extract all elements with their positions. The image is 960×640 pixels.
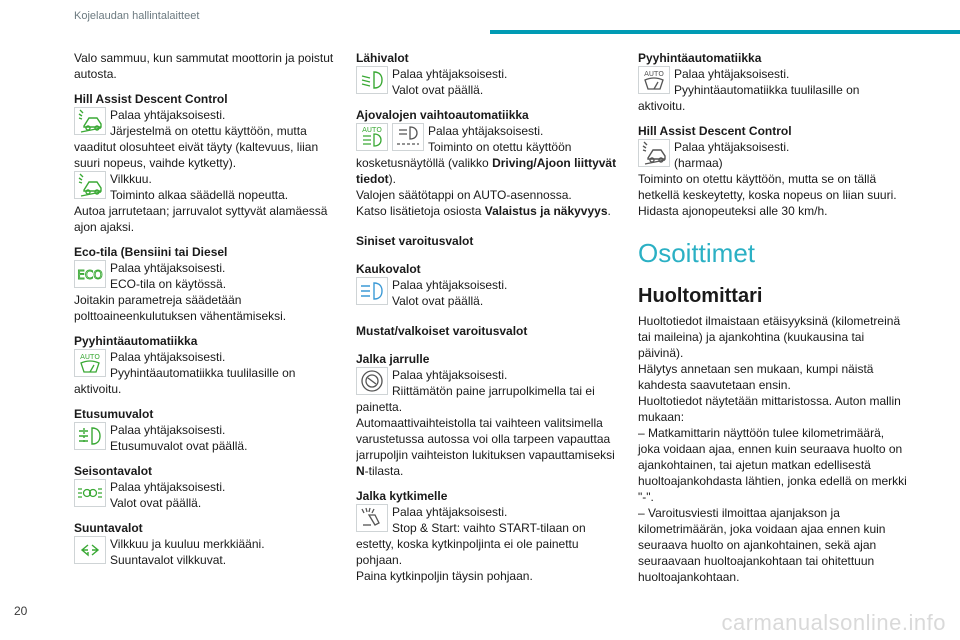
service-para-1: Huoltotiedot ilmaistaan etäisyyksinä (kilometreinä tai maileina) ja ajankohtina (kuukausina tai päivinä). [638, 314, 901, 360]
service-para-5: – Varoitusviesti ilmoittaa ajanjakson ja kilometrimäärän, joka voidaan ajaa ennen kuin seuraava huolto on ajankohtainen, sekä ajan seuraavaan huoltoajankohtaan tai ohitettuun huoltoajankohtaan. [638, 506, 886, 584]
brake-line1: Palaa yhtäjaksoisesti. [392, 368, 508, 382]
bw-warnings-heading: Mustat/valkoiset varoitusvalot [356, 324, 528, 338]
intro-text: Valo sammuu, kun sammutat moottorin ja poistut autosta. [74, 51, 334, 81]
auto-high-beam-icon [356, 123, 388, 151]
wiper-line1: Palaa yhtäjaksoisesti. [110, 350, 226, 364]
foot-on-brake-icon [356, 367, 388, 395]
hill-assist-grey-heading: Hill Assist Descent Control [638, 124, 792, 138]
auto-headlamp-heading: Ajovalojen vaihtoautomatiikka [356, 108, 529, 122]
auto-wiper-grey-icon [638, 66, 670, 94]
low-beam-icon [356, 66, 388, 94]
brake-line2: Riittämätön paine jarrupolkimella tai ei painetta. [356, 384, 595, 414]
hill-assist-entry-1 [74, 107, 344, 171]
column-1 [74, 50, 344, 568]
eco-line3: Joitakin parametreja säädetään polttoaineenkulutuksen vähentämiseksi. [74, 293, 287, 323]
turn-signals-heading: Suuntavalot [74, 521, 143, 535]
auto-line2-a: Toiminto on otettu käyttöön kosketusnäytöllä (valikko [356, 140, 572, 170]
auto-headlamp-entry [356, 123, 626, 219]
service-para-3: Huoltotiedot näytetään mittaristossa. Auton mallin mukaan: [638, 394, 901, 424]
wiper-entry [74, 349, 344, 397]
clutch-line3: Paina kytkinpoljin täysin pohjaan. [356, 569, 533, 583]
turn-signal-arrows-icon [74, 536, 106, 564]
hill-assist-flashing-icon [74, 171, 106, 199]
clutch-pedal-entry [356, 504, 626, 584]
column-2 [356, 50, 626, 584]
high-beam-line2: Valot ovat päällä. [392, 294, 484, 308]
high-beam-heading: Kaukovalot [356, 262, 421, 276]
service-para-2: Hälytys annetaan sen mukaan, kumpi näistä kahdesta saavutetaan ensin. [638, 362, 874, 392]
header-section-title: Kojelaudan hallintalaitteet [74, 10, 200, 22]
auto-line2-slash: / [533, 156, 537, 170]
front-fog-line1: Palaa yhtäjaksoisesti. [110, 423, 226, 437]
brake-line3 [356, 415, 626, 479]
hill-grey-line3: Toiminto on otettu käyttöön, mutta se on tällä hetkellä keskeytetty, koska nopeus on liian suuri. Hidasta ajonopeuteksi alle 30 km/h. [638, 172, 897, 218]
auto-line4-end: . [607, 204, 611, 218]
parking-lights-heading: Seisontavalot [74, 464, 153, 478]
eco-heading: Eco-tila (Bensiini tai Diesel [74, 245, 228, 259]
wiper2-heading: Pyyhintäautomatiikka [638, 51, 762, 65]
page-number: 20 [14, 604, 28, 618]
service-para-4: – Matkamittarin näyttöön tulee kilometrimäärä, joka voidaan ajaa, ennen kuin seuraava huolto on ajankohtainen, tai ajetun matkan edellisestä huoltoajankohdasta lähtien, jonka edellä on merkki "-". [638, 426, 907, 504]
eco-line2: ECO-tila on käytössä. [110, 277, 227, 291]
auto-line2-menu: Driving [492, 156, 534, 170]
auto-line2-submenu: Ajoon liittyvät tiedot [356, 156, 617, 186]
wiper2-line2: Pyyhintäautomatiikka tuulilasille on aktivoitu. [638, 83, 860, 113]
header-accent-bar [490, 30, 960, 34]
hill-assist-green-icon [74, 107, 106, 135]
svg-text:ECO: ECO [77, 268, 103, 282]
auto-line1: Palaa yhtäjaksoisesti. [428, 124, 544, 138]
high-beam-icon [356, 277, 388, 305]
hill2-line3: Autoa jarrutetaan; jarruvalot syttyvät alamäessä ajon ajaksi. [74, 204, 328, 234]
brake-line3-end: -tilasta. [364, 464, 404, 478]
auto-wiper-icon [74, 349, 106, 377]
hill-assist-entry-2 [74, 171, 344, 235]
auto-line4 [356, 203, 626, 219]
hill1-line1: Palaa yhtäjaksoisesti. [110, 108, 226, 122]
high-beam-line1: Palaa yhtäjaksoisesti. [392, 278, 508, 292]
high-beam-entry [356, 277, 626, 309]
foot-on-clutch-icon [356, 504, 388, 532]
brake-pedal-entry [356, 367, 626, 479]
hill1-line2: Järjestelmä on otettu käyttöön, mutta vaaditut olosuhteet eivät täyty (kaltevuus, liian suuri nopeus, vaihde kytketty). [74, 124, 319, 170]
indicators-heading: Osoittimet [638, 238, 756, 268]
eco-line1: Palaa yhtäjaksoisesti. [110, 261, 226, 275]
low-beam-heading: Lähivalot [356, 51, 409, 65]
parking-line2: Valot ovat päällä. [110, 496, 202, 510]
eco-entry [74, 260, 344, 324]
front-fog-line2: Etusumuvalot ovat päällä. [110, 439, 248, 453]
wiper2-entry [638, 66, 908, 114]
auto-line3: Valojen säätötappi on AUTO-asennossa. [356, 188, 572, 202]
brake-line3-n: N [356, 464, 365, 478]
turn-line2: Suuntavalot vilkkuvat. [110, 553, 227, 567]
brake-line3-a: Automaattivaihteistolla tai vaihteen valitsimella varustetussa autossa voi olla tarpeen vapauttaa jarrupoljin vaihteiston lukituksen vapauttamiseksi [356, 416, 615, 462]
hill-assist-grey-entry [638, 139, 908, 219]
low-beam-line1: Palaa yhtäjaksoisesti. [392, 67, 508, 81]
svg-text:AUTO: AUTO [80, 353, 100, 361]
auto-line4-ref: Valaistus ja näkyvyys [484, 204, 608, 218]
clutch-line1: Palaa yhtäjaksoisesti. [392, 505, 508, 519]
wiper-heading: Pyyhintäautomatiikka [74, 334, 198, 348]
hill2-line1: Vilkkuu. [110, 172, 152, 186]
turn-signals-entry [74, 536, 344, 568]
auto-low-beam-icon [392, 123, 424, 151]
hill-assist-grey-icon [638, 139, 670, 167]
low-beam-line2: Valot ovat päällä. [392, 83, 484, 97]
front-fog-entry [74, 422, 344, 454]
column-3 [638, 50, 908, 585]
turn-line1: Vilkkuu ja kuuluu merkkiääni. [110, 537, 265, 551]
hill-grey-line2: (harmaa) [674, 156, 723, 170]
auto-line4-a: Katso lisätietoja osiosta [356, 204, 485, 218]
hill2-line2: Toiminto alkaa säädellä nopeutta. [110, 188, 289, 202]
parking-line1: Palaa yhtäjaksoisesti. [110, 480, 226, 494]
blue-warnings-heading: Siniset varoitusvalot [356, 234, 474, 248]
brake-pedal-heading: Jalka jarrulle [356, 352, 430, 366]
clutch-line2: Stop & Start: vaihto START-tilaan on estetty, koska kytkinpoljinta ei ole painettu pohjaan. [356, 521, 586, 567]
front-fog-heading: Etusumuvalot [74, 407, 154, 421]
hill-assist-heading: Hill Assist Descent Control [74, 92, 228, 106]
front-fog-light-icon [74, 422, 106, 450]
clutch-pedal-heading: Jalka kytkimelle [356, 489, 448, 503]
watermark: carmanualsonline.info [721, 610, 946, 635]
service-indicator-heading: Huoltomittari [638, 285, 763, 307]
parking-lights-entry [74, 479, 344, 511]
eco-icon [74, 260, 106, 288]
svg-text:AUTO: AUTO [362, 126, 382, 134]
parking-lights-icon [74, 479, 106, 507]
hill-grey-line1: Palaa yhtäjaksoisesti. [674, 140, 790, 154]
auto-line2-end: ). [388, 172, 397, 186]
wiper-line2: Pyyhintäautomatiikka tuulilasille on aktivoitu. [74, 366, 296, 396]
svg-text:AUTO: AUTO [644, 70, 664, 78]
wiper2-line1: Palaa yhtäjaksoisesti. [674, 67, 790, 81]
low-beam-entry [356, 66, 626, 98]
